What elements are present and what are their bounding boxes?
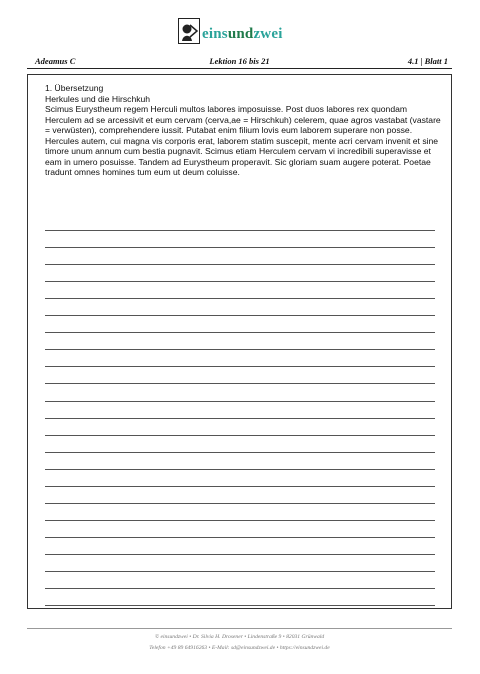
task-content bbox=[45, 83, 441, 178]
writing-line[interactable] bbox=[45, 538, 435, 555]
latin-text: Scimus Eurystheum regem Herculi multos labores imposuisse. Post duos labores rex quondam Herculem ad se arcessivit et eum cervam (cerva,ae = Hirschkuh) celerem, quae agros vastabat (vastare = verwüsten), comprehendere iussit. Putabat enim filium lovis eum laborem superare non posse. Hercules autem, cui magna vis corporis erat, laborem statim suscepit, mente acri cervam invenit et sine timore unum annum cum bestia pugnavit. Scimus etiam Herculem cervam vi incredibili superavisse et eam in umero posuisse. Tandem ad Eurystheum properavit. Sic gloriam suam augere poterat. Poetae tradunt omnes homines tum eum ut deum coluisse. bbox=[45, 104, 441, 177]
logo-part-und: und bbox=[227, 26, 254, 42]
worksheet-frame bbox=[27, 74, 452, 609]
writing-line[interactable] bbox=[45, 231, 435, 248]
writing-line[interactable] bbox=[45, 265, 435, 282]
writing-line[interactable] bbox=[45, 555, 435, 572]
writing-line[interactable] bbox=[45, 436, 435, 453]
writing-line[interactable] bbox=[45, 384, 435, 401]
writing-line[interactable] bbox=[45, 367, 435, 384]
logo-part-zwei: zwei bbox=[253, 26, 283, 42]
writing-line[interactable] bbox=[45, 470, 435, 487]
logo-part-eins: eins bbox=[202, 26, 228, 42]
writing-line[interactable] bbox=[45, 214, 435, 231]
header-book: Adeamus C bbox=[35, 56, 76, 66]
writing-line[interactable] bbox=[45, 453, 435, 470]
header-lesson: Lektion 16 bis 21 bbox=[209, 56, 270, 66]
writing-line[interactable] bbox=[45, 333, 435, 350]
task-title: 1. Übersetzung bbox=[45, 83, 104, 93]
logo-face-icon bbox=[178, 18, 200, 44]
writing-line[interactable] bbox=[45, 350, 435, 367]
writing-line[interactable] bbox=[45, 589, 435, 606]
writing-line[interactable] bbox=[45, 419, 435, 436]
footer-contact: Telefon +49 89 64916263 • E-Mail: sd@einsundzwei.de • https://einsundzwei.de bbox=[149, 645, 330, 651]
writing-line[interactable] bbox=[45, 487, 435, 504]
writing-line[interactable] bbox=[45, 299, 435, 316]
writing-line[interactable] bbox=[45, 572, 435, 589]
writing-line[interactable] bbox=[45, 316, 435, 333]
writing-line[interactable] bbox=[45, 504, 435, 521]
logo bbox=[178, 18, 298, 48]
footer-address: © einsundzwei • Dr. Silvia H. Drosener • Lindenstraße 9 • 82031 Grünwald bbox=[154, 634, 325, 640]
writing-line[interactable] bbox=[45, 521, 435, 538]
header-sheet: 4.1 | Blatt 1 bbox=[407, 56, 448, 66]
writing-line[interactable] bbox=[45, 282, 435, 299]
page-header bbox=[27, 56, 452, 69]
writing-lines bbox=[45, 214, 435, 606]
logo-wordmark bbox=[202, 26, 283, 43]
task-subtitle: Herkules und die Hirschkuh bbox=[45, 93, 151, 104]
writing-line[interactable] bbox=[45, 402, 435, 419]
writing-line[interactable] bbox=[45, 248, 435, 265]
footer-divider bbox=[27, 628, 452, 629]
